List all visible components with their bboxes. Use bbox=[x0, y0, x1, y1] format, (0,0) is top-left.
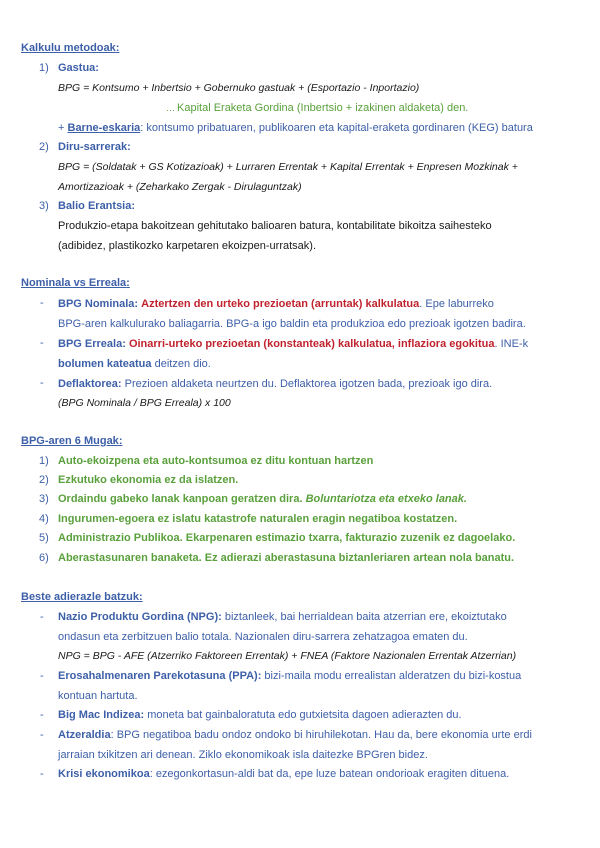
body-text: (adibidez, plastikozko karpetaren ekoizpen-urratsak). bbox=[58, 240, 317, 252]
bolumen-line bbox=[58, 357, 211, 371]
bullet-dash: - bbox=[40, 297, 44, 309]
highlight-text: Oinarri-urteko prezioetan (konstanteak) kalkulatua, inflaziora egokitua bbox=[128, 338, 495, 350]
note-text: Kapital Eraketa Gordina (Inbertsio + izakinen aldaketa) den. bbox=[177, 102, 469, 114]
section-title-colon: : bbox=[115, 42, 120, 54]
term-label: Deflaktorea: bbox=[58, 378, 122, 390]
body-text: bizi-maila modu errealistan alderatzen du bizi-kostua bbox=[261, 670, 522, 682]
atzeraldia-line bbox=[58, 728, 532, 742]
muga-item: Ingurumen-egoera ez islatu katastrofe naturalen eragin negatiboa kostatzen. bbox=[58, 513, 458, 525]
bullet-dash: - bbox=[40, 709, 44, 721]
muga-item: Auto-ekoizpena eta auto-kontsumoa ez ditu kontuan hartzen bbox=[58, 455, 374, 467]
muga-item bbox=[58, 492, 467, 506]
section-title-text: Kalkulu metodoak bbox=[21, 42, 116, 54]
list-number: 1) bbox=[39, 455, 49, 467]
formula-text: Amortizazioak + (Zeharkako Zergak - Dirulaguntzak) bbox=[58, 181, 302, 193]
body-text: . INE-k bbox=[494, 338, 529, 350]
body-text: ondasun eta zerbitzuen balio totala. Nazionalen diru-sarrera zehatzagoa ematen du. bbox=[58, 631, 468, 643]
term-label: Nazio Produktu Gordina (NPG): bbox=[58, 611, 222, 623]
list-number: 6) bbox=[39, 552, 49, 564]
formula-text: BPG = Kontsumo + Inbertsio + Gobernuko gastuak + (Esportazio - Inportazio) bbox=[58, 82, 420, 94]
list-item-label: Diru-sarrerak: bbox=[58, 141, 131, 153]
list-number: 3) bbox=[39, 200, 49, 212]
npg-line bbox=[58, 610, 507, 624]
body-text: : BPG negatiboa badu ondoz ondoko bi hiruhilekotan. Hau da, bere ekonomia urte erdi bbox=[110, 729, 532, 741]
list-number: 5) bbox=[39, 532, 49, 544]
list-number: 3) bbox=[39, 493, 49, 505]
section-title-colon: : bbox=[126, 277, 130, 289]
term-label: Krisi ekonomikoa bbox=[58, 768, 150, 780]
body-text: deitzen dio. bbox=[151, 358, 211, 370]
body-text: jarraian txikitzen ari denean. Ziklo ekonomikoak isla daitezke BPGren bidez. bbox=[58, 749, 428, 761]
bpg-erreala-line bbox=[58, 337, 528, 351]
section-title-colon: : bbox=[139, 591, 143, 603]
body-text: moneta bat gainbaloratuta edo gutxietsita dagoen adierazten du. bbox=[144, 709, 462, 721]
term-label: Big Mac Indizea: bbox=[58, 709, 145, 721]
section-title-nominala bbox=[21, 277, 130, 289]
section-title-kalkulu bbox=[21, 42, 119, 54]
section-title-colon: : bbox=[118, 435, 123, 447]
list-number: 2) bbox=[39, 141, 49, 153]
plus-sign: + bbox=[58, 122, 65, 134]
body-text: BPG-aren kalkulurako baliagarria. BPG-a igo baldin eta produkzioa edo prezioak igotzen badira. bbox=[58, 318, 526, 330]
body-text: kontuan hartuta. bbox=[58, 690, 138, 702]
barne-eskaria-term: Barne-eskaria bbox=[67, 122, 141, 134]
bullet-dash: - bbox=[40, 611, 44, 623]
bullet-dash: - bbox=[40, 768, 44, 780]
section-title-mugak bbox=[21, 435, 122, 447]
formula-text: NPG = BPG - AFE (Atzerriko Faktoreen Errentak) + FNEA (Faktore Nazionalen Errentak Atzerrian) bbox=[58, 650, 517, 662]
body-text: : ezegonkortasun-aldi bat da, epe luze batean ondorioak eragiten dituena. bbox=[149, 768, 510, 780]
muga-italic: Boluntariotza eta etxeko lanak. bbox=[305, 493, 467, 505]
deflaktorea-line bbox=[58, 377, 492, 391]
barne-eskaria-text: : kontsumo pribatuaren, publikoaren eta kapital-eraketa gordinaren (KEG) batura bbox=[140, 122, 533, 134]
body-text: . Epe laburreko bbox=[419, 298, 494, 310]
formula-text: (BPG Nominala / BPG Erreala) x 100 bbox=[58, 397, 231, 409]
muga-item: Aberastasunaren banaketa. Ez adierazi aberastasuna biztanleriaren artean nola banatu. bbox=[58, 552, 515, 564]
bullet-dash: - bbox=[40, 377, 44, 389]
bold-term: bolumen kateatua bbox=[58, 358, 152, 370]
formula-text: BPG = (Soldatak + GS Kotizazioak) + Lurraren Errentak + Kapital Errentak + Enpresen Mozkinak + bbox=[58, 161, 518, 173]
highlight-text: Aztertzen den urteko prezioetan (arruntak) kalkulatua bbox=[141, 298, 420, 310]
section-title-beste bbox=[21, 591, 143, 603]
muga-item: Administrazio Publikoa. Ekarpenaren estimazio txarra, fakturazio zuzenik ez dagoelako. bbox=[58, 532, 516, 544]
term-label: BPG Nominala: bbox=[58, 298, 139, 310]
term-label: BPG Erreala: bbox=[58, 338, 126, 350]
krisi-line bbox=[58, 767, 509, 781]
ppa-line bbox=[58, 669, 521, 683]
body-text: Prezioen aldaketa neurtzen du. Deflaktorea igotzen bada, prezioak igo dira. bbox=[121, 378, 493, 390]
list-number: 4) bbox=[39, 513, 49, 525]
note-mark: … bbox=[166, 103, 175, 113]
bullet-dash: - bbox=[40, 729, 44, 741]
term-label: Atzeraldia bbox=[58, 729, 111, 741]
section-title-text: Nominala vs Erreala bbox=[21, 277, 127, 289]
list-number: 2) bbox=[39, 474, 49, 486]
section-title-text: Beste adierazle batzuk bbox=[21, 591, 139, 603]
term-label: Erosahalmenaren Parekotasuna (PPA): bbox=[58, 670, 262, 682]
bullet-dash: - bbox=[40, 670, 44, 682]
list-item-label: Balio Erantsia: bbox=[58, 200, 136, 212]
list-number: 1) bbox=[39, 62, 49, 74]
barne-eskaria-line bbox=[58, 121, 533, 135]
list-item-label: Gastua: bbox=[58, 62, 99, 74]
muga-item: Ezkutuko ekonomia ez da islatzen. bbox=[58, 474, 239, 486]
bpg-nominala-line bbox=[58, 297, 494, 311]
body-text: biztanleek, bai herrialdean baita atzerrian ere, ekoiztutako bbox=[221, 611, 507, 623]
body-text: Produkzio-etapa bakoitzean gehitutako balioaren batura, kontabilitate bikoitza saihesteko bbox=[58, 220, 492, 232]
bigmac-line bbox=[58, 708, 462, 722]
muga-text: Ordaindu gabeko lanak kanpoan geratzen dira. bbox=[58, 493, 306, 505]
section-title-text: BPG-aren 6 Mugak bbox=[21, 435, 119, 447]
bullet-dash: - bbox=[40, 337, 44, 349]
